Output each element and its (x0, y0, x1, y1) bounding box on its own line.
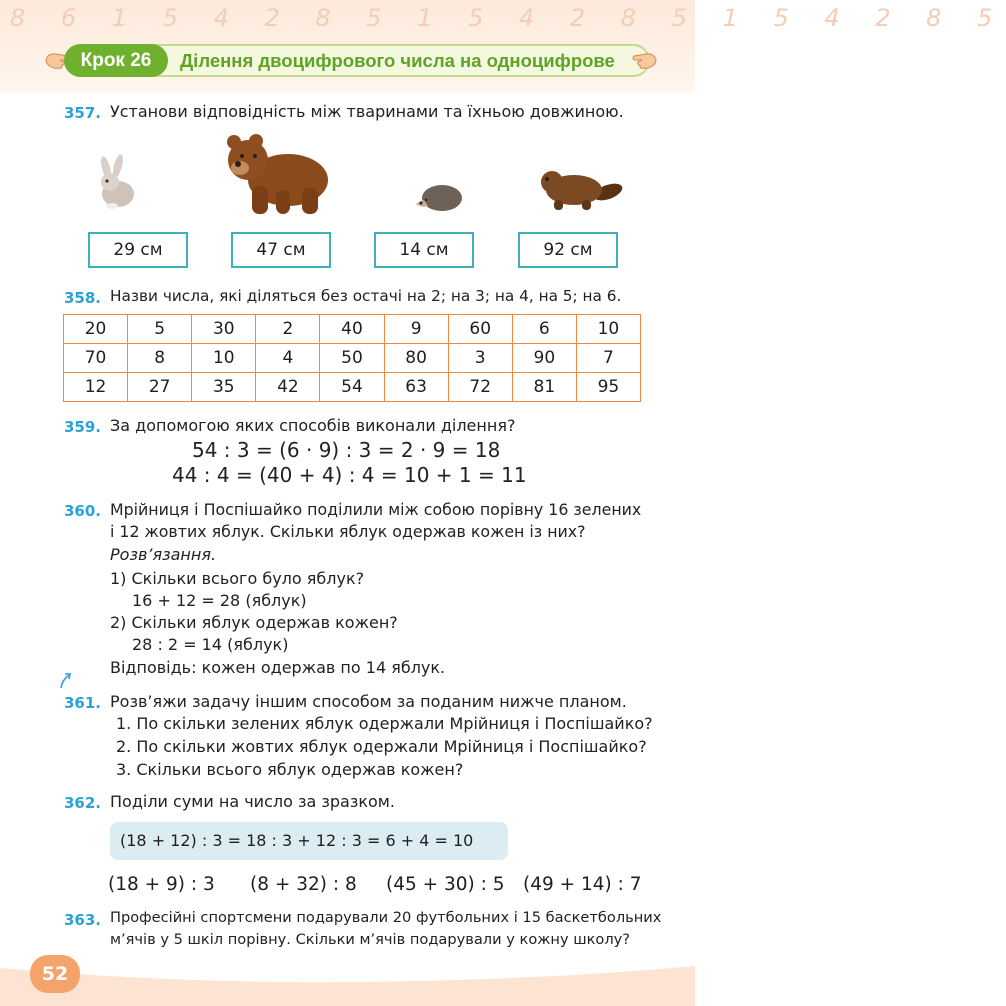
footer-wave (0, 948, 695, 1006)
length-option[interactable]: 14 см (374, 232, 474, 268)
table-cell: 35 (192, 373, 256, 402)
table-cell: 12 (64, 373, 128, 402)
numbers-table (63, 314, 641, 402)
table-cell: 6 (512, 315, 576, 344)
solution-calc: 28 : 2 = 14 (яблук) (132, 635, 289, 654)
step-badge: Крок 26 (64, 44, 168, 77)
task-number: 361. (64, 694, 102, 712)
header-background-digits: 8 6 1 5 4 2 8 5 1 5 4 2 8 5 1 5 4 2 8 5 (10, 4, 1006, 32)
table-cell: 40 (320, 315, 384, 344)
rabbit-icon (90, 154, 142, 212)
table-cell: 72 (448, 373, 512, 402)
task-text: За допомогою яких способів виконали ділення? (110, 416, 516, 435)
task-number: 363. (64, 911, 102, 929)
table-cell: 7 (576, 344, 640, 373)
table-cell: 20 (64, 315, 128, 344)
bear-icon (222, 130, 332, 216)
table-row (64, 373, 641, 402)
solution-calc: 16 + 12 = 28 (яблук) (132, 591, 307, 610)
expression: (49 + 14) : 7 (523, 874, 642, 895)
expression: (18 + 9) : 3 (108, 874, 215, 895)
table-cell: 27 (128, 373, 192, 402)
task-text: Назви числа, які діляться без остачі на 2; на 3; на 4, на 5; на 6. (110, 287, 622, 305)
task-number: 359. (64, 418, 102, 436)
challenge-arrow-icon (58, 672, 72, 690)
solution-step: 2) Скільки яблук одержав кожен? (110, 613, 398, 632)
page-number: 52 (30, 955, 80, 993)
hedgehog-icon (414, 178, 464, 212)
task-text: м’ячів у 5 шкіл порівну. Скільки м’ячів подарували у кожну школу? (110, 931, 631, 948)
table-cell: 5 (128, 315, 192, 344)
task-text: Поділи суми на число за зразком. (110, 792, 395, 811)
table-cell: 8 (128, 344, 192, 373)
table-cell: 30 (192, 315, 256, 344)
table-row (64, 315, 641, 344)
answer-line: Відповідь: кожен одержав по 14 яблук. (110, 658, 446, 677)
table-cell: 9 (384, 315, 448, 344)
beaver-icon (538, 162, 624, 212)
plan-step: 2. По скільки жовтих яблук одержали Мрійниця і Поспішайко? (116, 737, 647, 756)
task-number: 358. (64, 289, 102, 307)
equation-line: 54 : 3 = (6 · 9) : 3 = 2 · 9 = 18 (192, 438, 501, 462)
expression: (45 + 30) : 5 (386, 874, 505, 895)
task-text: Мрійниця і Поспішайко поділили між собою порівну 16 зелених (110, 500, 642, 519)
page-title: Ділення двоцифрового числа на одноцифрове (180, 50, 615, 71)
table-cell: 10 (576, 315, 640, 344)
solution-label: Розв’язання. (110, 545, 217, 564)
length-option[interactable]: 29 см (88, 232, 188, 268)
length-option[interactable]: 47 см (231, 232, 331, 268)
task-text: Установи відповідність між тваринами та їхньою довжиною. (110, 102, 624, 121)
task-number: 357. (64, 104, 102, 122)
length-option[interactable]: 92 см (518, 232, 618, 268)
table-cell: 95 (576, 373, 640, 402)
table-cell: 10 (192, 344, 256, 373)
plan-step: 3. Скільки всього яблук одержав кожен? (116, 760, 464, 779)
table-cell: 90 (512, 344, 576, 373)
task-text: Розв’яжи задачу іншим способом за поданим нижче планом. (110, 692, 627, 711)
sample-equation: (18 + 12) : 3 = 18 : 3 + 12 : 3 = 6 + 4 = 10 (110, 822, 508, 860)
task-number: 360. (64, 502, 102, 520)
solution-step: 1) Скільки всього було яблук? (110, 569, 365, 588)
table-cell: 80 (384, 344, 448, 373)
table-cell: 60 (448, 315, 512, 344)
task-text: і 12 жовтих яблук. Скільки яблук одержав кожен із них? (110, 522, 586, 541)
pointing-hand-right-icon (632, 48, 658, 72)
task-text: Професійні спортсмени подарували 20 футбольних і 15 баскетбольних (110, 909, 662, 926)
table-cell: 3 (448, 344, 512, 373)
table-cell: 4 (256, 344, 320, 373)
expression: (8 + 32) : 8 (250, 874, 357, 895)
table-cell: 50 (320, 344, 384, 373)
equation-line: 44 : 4 = (40 + 4) : 4 = 10 + 1 = 11 (172, 463, 527, 487)
table-cell: 2 (256, 315, 320, 344)
table-cell: 63 (384, 373, 448, 402)
table-cell: 54 (320, 373, 384, 402)
table-row (64, 344, 641, 373)
table-cell: 42 (256, 373, 320, 402)
plan-step: 1. По скільки зелених яблук одержали Мрійниця і Поспішайко? (116, 714, 653, 733)
table-cell: 81 (512, 373, 576, 402)
table-cell: 70 (64, 344, 128, 373)
task-number: 362. (64, 794, 102, 812)
